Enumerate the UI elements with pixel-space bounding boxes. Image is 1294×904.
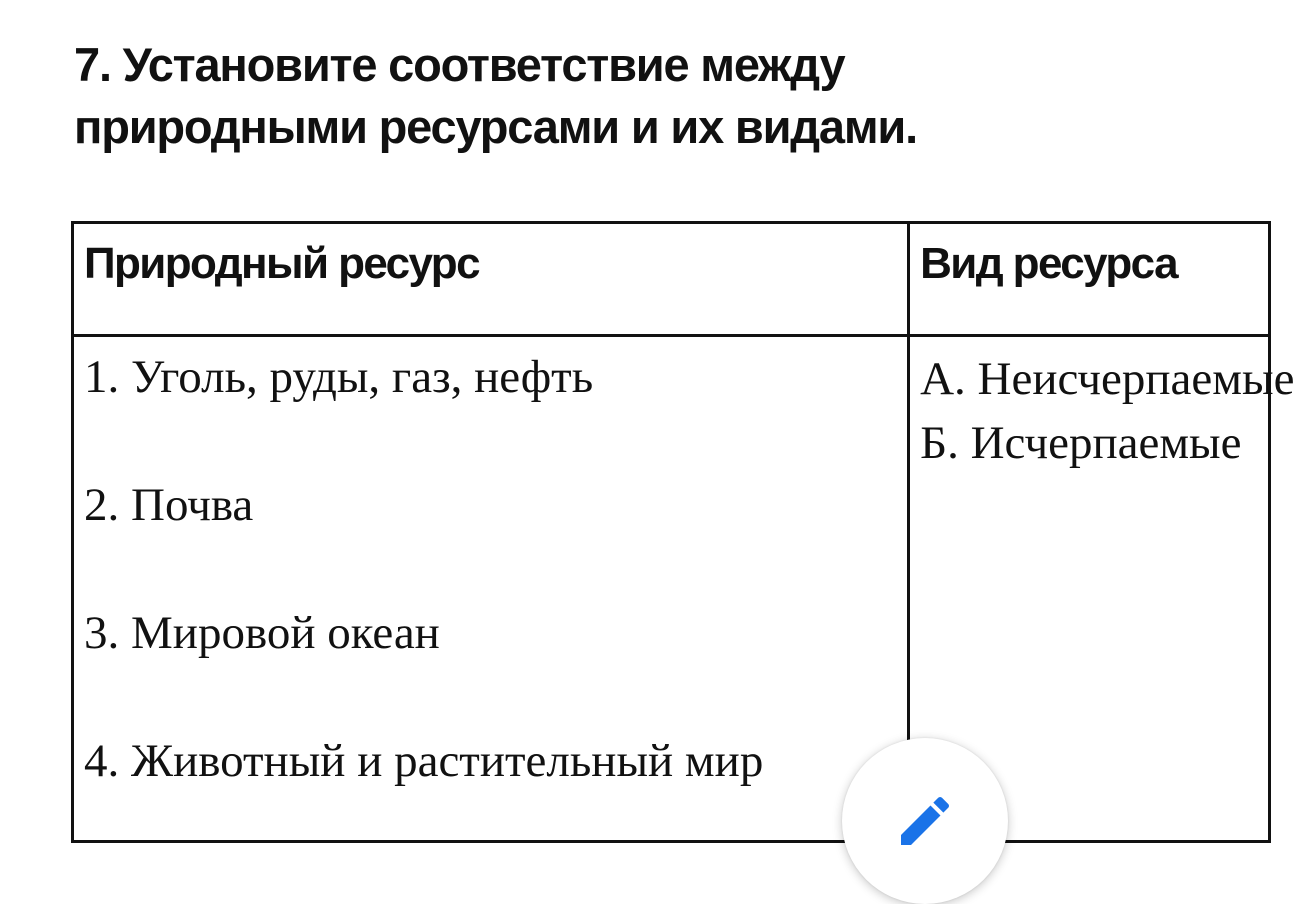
question-text bbox=[74, 34, 1034, 158]
matching-table bbox=[71, 221, 1294, 843]
table-body-row bbox=[73, 336, 1270, 842]
kind-item-a: А. Неисчерпаемые bbox=[920, 353, 1294, 405]
header-kind: Вид ресурса bbox=[920, 239, 1177, 288]
question-line-1: 7. Установите соответствие между bbox=[74, 38, 845, 91]
resource-item-2: 2. Почва bbox=[84, 479, 254, 531]
edit-button[interactable] bbox=[842, 738, 1008, 904]
header-cell-kind bbox=[909, 223, 1270, 336]
resources-cell bbox=[73, 336, 909, 842]
header-resource: Природный ресурс bbox=[84, 239, 479, 288]
kind-item-b: Б. Исчерпаемые bbox=[920, 417, 1242, 469]
resource-item-3: 3. Мировой океан bbox=[84, 607, 440, 659]
resource-item-4: 4. Животный и растительный мир bbox=[84, 735, 764, 787]
table-header-row bbox=[73, 223, 1270, 336]
resource-item-1: 1. Уголь, руды, газ, нефть bbox=[84, 351, 594, 403]
pencil-icon bbox=[893, 789, 957, 853]
question-line-2: природными ресурсами и их видами. bbox=[74, 100, 917, 153]
header-cell-resource bbox=[73, 223, 909, 336]
